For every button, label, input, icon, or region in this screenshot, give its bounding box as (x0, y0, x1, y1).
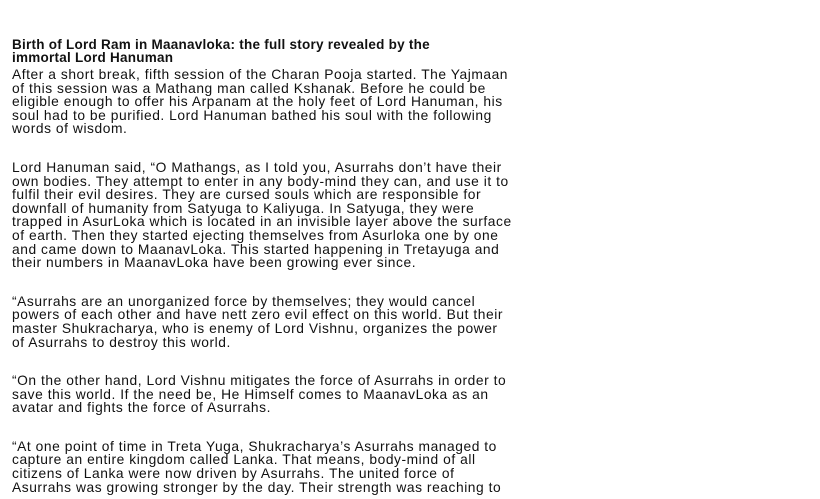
text-line: Lord Hanuman said, “O Mathangs, as I told you, Asurrahs don’t have their (12, 159, 502, 175)
paragraph-intro (12, 68, 812, 136)
text-line: fulfil their evil desires. They are cursed souls which are responsible for (12, 187, 482, 203)
title-line: immortal Lord Hanuman (12, 50, 174, 65)
text-line: of earth. Then they started ejecting themselves from Asurloka one by one (12, 227, 499, 243)
text-line: avatar and fights the force of Asurrahs. (12, 400, 271, 416)
article-title (12, 38, 812, 64)
text-line: powers of each other and have nett zero evil effect on this world. But their (12, 307, 503, 323)
text-line: own bodies. They attempt to enter in any body-mind they can, and use it to (12, 173, 509, 189)
text-line: “On the other hand, Lord Vishnu mitigates the force of Asurrahs in order to (12, 373, 507, 389)
text-line: of Asurrahs to destroy this world. (12, 334, 231, 350)
text-line: After a short break, fifth session of the Charan Pooja started. The Yajmaan (12, 67, 509, 82)
text-line: of this session was a Mathang man called Kshanak. Before he could be (12, 80, 486, 96)
text-line: citizens of Lanka were now driven by Asurrahs. The united force of (12, 466, 455, 482)
text-line: eligible enough to offer his Arpanam at the holy feet of Lord Hanuman, his (12, 94, 503, 110)
text-line: master Shukracharya, who is enemy of Lord Vishnu, organizes the power (12, 320, 498, 336)
text-line: capture an entire kingdom called Lanka. That means, body-mind of all (12, 452, 476, 468)
text-line: “Asurrahs are an unorganized force by themselves; they would cancel (12, 293, 476, 309)
text-line: “At one point of time in Treta Yuga, Shukracharya’s Asurrahs managed to (12, 438, 497, 454)
paragraph-treta-yuga (12, 440, 812, 494)
text-line: and came down to MaanavLoka. This started happening in Tretayuga and (12, 241, 500, 257)
title-line: Birth of Lord Ram in Maanavloka: the full story revealed by the (12, 37, 430, 52)
text-line: trapped in AsurLoka which is located in an invisible layer above the surface (12, 214, 512, 230)
text-line: words of wisdom. (12, 121, 128, 137)
text-line: downfall of humanity from Satyuga to Kaliyuga. In Satyuga, they were (12, 200, 475, 216)
text-line: soul had to be purified. Lord Hanuman bathed his soul with the following (12, 107, 492, 123)
paragraph-lord-vishnu (12, 374, 812, 415)
paragraph-hanuman-speech (12, 161, 812, 270)
text-line: Asurrahs was growing stronger by the day. Their strength was reaching to (12, 479, 502, 495)
paragraph-asurrahs-force (12, 295, 812, 349)
text-line: their numbers in MaanavLoka have been growing ever since. (12, 255, 417, 271)
text-line: save this world. If the need be, He Himself comes to MaanavLoka as an (12, 386, 489, 402)
